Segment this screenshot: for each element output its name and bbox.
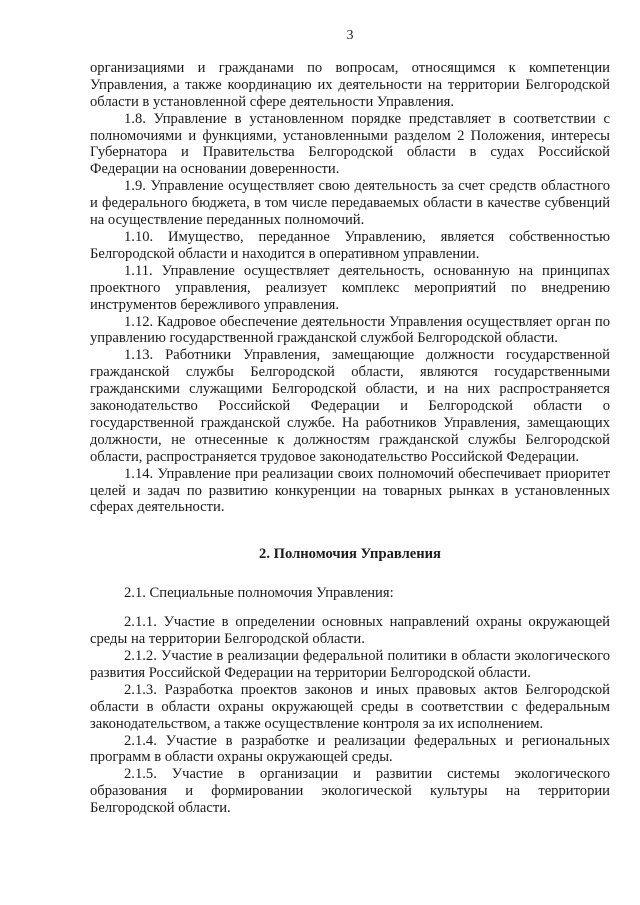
paragraph-1-13: 1.13. Работники Управления, замещающие должности государственной гражданской службы Белгородской области, являются государственными гражданскими служащими Белгородской области, и на них распространяется законодательство Российской Федерации и Белгородской области о государственной гражданской службе. На работников Управления, замещающих должности, не отнесенные к должностям гражданской службы Белгородской области, распространяется трудовое законодательство Российской Федерации. [90, 347, 610, 465]
paragraph-2-1-2: 2.1.2. Участие в реализации федеральной политики в области экологического развития Российской Федерации на территории Белгородской области. [90, 648, 610, 681]
paragraph-1-10: 1.10. Имущество, переданное Управлению, является собственностью Белгородской области и находится в оперативном управлении. [90, 228, 610, 262]
paragraph-2-1-5: 2.1.5. Участие в организации и развитии системы экологического образования и формировании экологической культуры на территории Белгородской области. [90, 766, 610, 817]
paragraph-1-11: 1.11. Управление осуществляет деятельность, основанную на принципах проектного управления, реализует комплекс мероприятий по внедрению инструментов бережливого управления. [90, 262, 610, 313]
paragraph-2-1: 2.1. Специальные полномочия Управления: [124, 585, 394, 602]
paragraph-1-12: 1.12. Кадровое обеспечение деятельности Управления осуществляет орган по управлению государственной гражданской службой Белгородской области. [90, 313, 610, 347]
paragraph-1-14: 1.14. Управление при реализации своих полномочий обеспечивает приоритет целей и задач по развитию конкуренции на товарных рынках в установленных сферах деятельности. [90, 465, 610, 516]
paragraph-1-8: 1.8. Управление в установленном порядке представляет в соответствии с полномочиями и функциями, установленными разделом 2 Положения, интересы Губернатора и Правительства Белгородской области в судах Российской Федерации на основании доверенности. [90, 110, 610, 178]
paragraph-continuation: организациями и гражданами по вопросам, относящимся к компетенции Управления, а также координацию их деятельности на территории Белгородской области в установленной сфере деятельности Управления. [90, 59, 610, 110]
paragraph-2-1-4: 2.1.4. Участие в разработке и реализации федеральных и региональных программ в области охраны окружающей среды. [90, 732, 610, 766]
section-2-body [90, 585, 610, 817]
paragraph-2-1-3: 2.1.3. Разработка проектов законов и иных правовых актов Белгородской области в области охраны окружающей среды в соответствии с федеральным законодательством, а также осуществление контроля за их исполнением. [90, 681, 610, 732]
section-heading: 2. Полномочия Управления [259, 546, 441, 563]
paragraph-2-1-1: 2.1.1. Участие в определении основных направлений охраны окружающей среды на территории Белгородской области. [90, 614, 610, 648]
paragraph-1-9: 1.9. Управление осуществляет свою деятельность за счет средств областного и федерального бюджета, в том числе передаваемых области в качестве субвенций на осуществление переданных полномочий. [90, 178, 610, 229]
page-number: 3 [346, 28, 354, 43]
section-1-continuation [90, 60, 610, 516]
